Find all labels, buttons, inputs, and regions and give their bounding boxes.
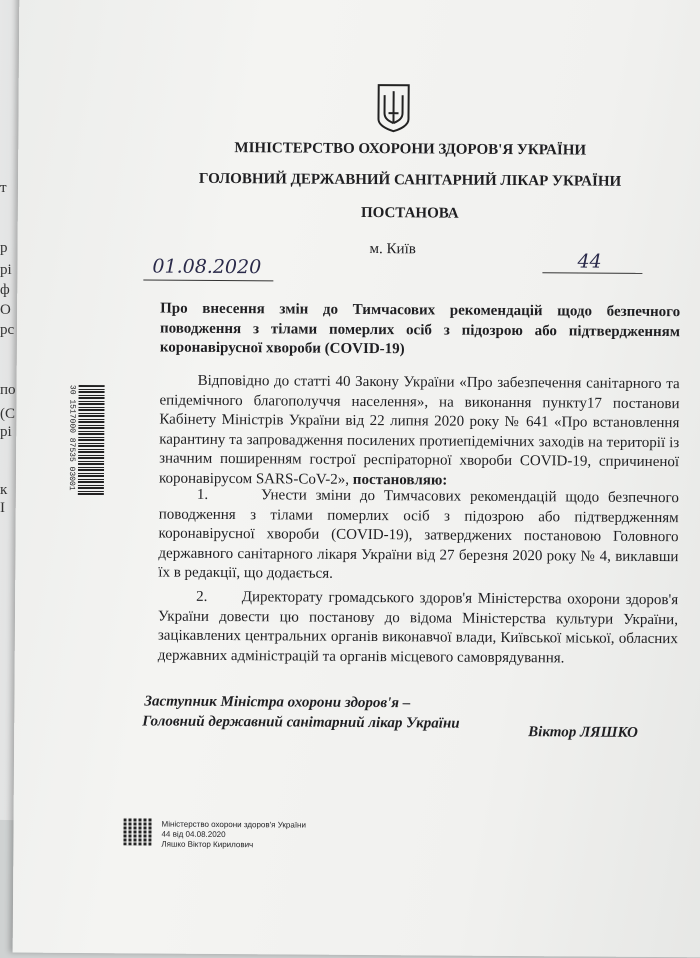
- office-title: ГОЛОВНИЙ ДЕРЖАВНИЙ САНІТАРНИЙ ЛІКАР УКРАЇНИ: [198, 170, 622, 190]
- fragment-text: рі: [0, 424, 12, 440]
- item-number: 2.: [196, 588, 208, 605]
- fragment-text: рс: [0, 322, 15, 338]
- preamble-text: Відповідно до статті 40 Закону України «Про забезпечення санітарного та епідемічного благополуччя населення», на виконання пункту17 постанови Кабінету Міністрів України від 22 липня 2020 року № 641 «Про встановлення карантину та запровадження посилених протиепідемічних заходів на території із значним поширенням гострої респіраторної хвороби COVID-19, спричиненої коронавірусом SARS-CoV-2»,: [158, 372, 680, 488]
- barcode-text: 30 1517000 87535 03001: [66, 384, 77, 491]
- trident-emblem-icon: [376, 83, 410, 133]
- item-1: [158, 486, 679, 587]
- fragment-text: т: [0, 180, 7, 196]
- stamp-line-1: Міністерство охорони здоров'я України: [161, 819, 306, 830]
- fragment-text: ф: [0, 282, 10, 298]
- signatory-name: Віктор ЛЯШКО: [528, 724, 638, 741]
- item-2: [158, 588, 679, 670]
- fragment-text: рі: [0, 262, 12, 278]
- electronic-stamp: [161, 820, 306, 851]
- fragment-text: р: [0, 240, 8, 256]
- preamble: [159, 372, 680, 493]
- fragment-text: по: [0, 382, 16, 398]
- fragment-text: к: [0, 482, 8, 498]
- preamble-decree: постановляю:: [352, 471, 448, 489]
- fragment-text: О: [0, 302, 11, 318]
- ministry-title: МІНІСТЕРСТВО ОХОРОНИ ЗДОРОВ'Я УКРАЇНИ: [234, 140, 587, 159]
- item-text: Унести зміни до Тимчасових рекомендацій щодо безпечного поводження з тілами померлих осіб з підозрою або підтвердженням коронавірусної хвороби (COVID-19), затверджених постановою Головного державного санітарного лікаря України від 27 березня 2020 року № 4, виклавши їх в редакції, що додається.: [158, 487, 679, 582]
- stamp-line-3: Ляшко Віктор Кирилович: [161, 839, 254, 850]
- doc-type: ПОСТАНОВА: [360, 204, 459, 222]
- number-handwritten: 44: [577, 250, 602, 273]
- fragment-text: І: [0, 500, 5, 516]
- city: м. Київ: [369, 241, 416, 258]
- item-number: 1.: [196, 486, 209, 503]
- barcode: [78, 385, 105, 495]
- item-text: Директорату громадського здоров'я Міністерства охорони здоров'я України довести цю постанову до відома Міністерства культури України, зацікавлених центральних органів виконавчої влади, Київської міської, обласних державних адміністрацій та органів місцевого самоврядування.: [157, 589, 679, 666]
- signature-position-1: Заступник Міністра охорони здоров'я –: [144, 693, 411, 712]
- number-line: [542, 272, 642, 274]
- date-handwritten: 01.08.2020: [152, 255, 262, 279]
- signature-position-2: Головний державний санітарний лікар України: [142, 713, 460, 732]
- stamp-line-2: 44 від 04.08.2020: [161, 829, 226, 840]
- heading: Про внесення змін до Тимчасових рекомендацій щодо безпечного поводження з тілами померлих осіб з підозрою або підтвердженням коронавірусної хвороби (COVID-19): [159, 300, 681, 358]
- qr-code: [123, 817, 151, 845]
- date-line: [143, 279, 273, 281]
- fragment-text: (С: [0, 406, 15, 422]
- document-page: [13, 0, 700, 957]
